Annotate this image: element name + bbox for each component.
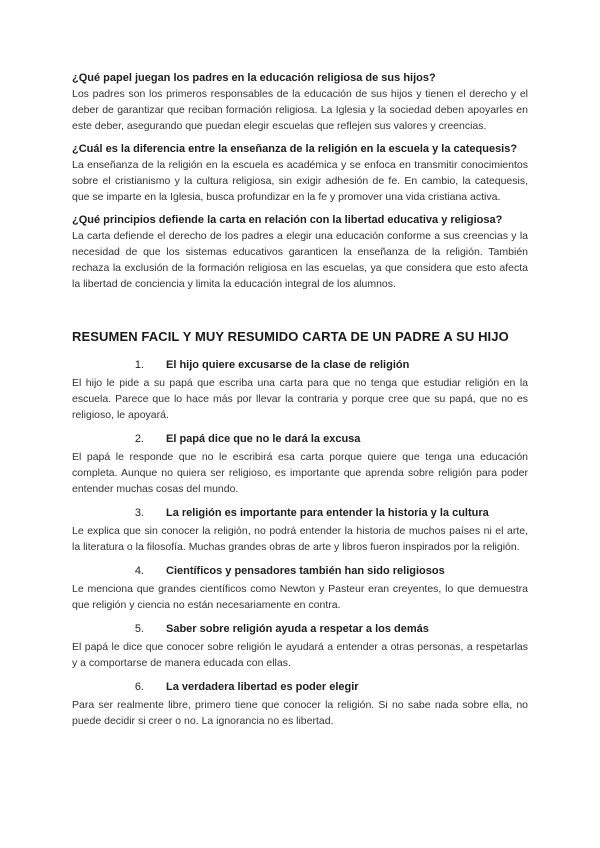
answer-paragraph: La enseñanza de la religión en la escuela es académica y se enfoca en transmitir conocimientos sobre el cristianismo y la cultura religiosa, sin exigir adhesión de fe. En cambio, la catequesis, que se imparte en la Iglesia, busca profundizar en la fe y promover una vida cristiana activa. xyxy=(72,159,528,203)
summary-item-heading xyxy=(72,679,528,695)
document-page xyxy=(72,70,528,737)
item-number: 1. xyxy=(134,359,144,371)
summary-item-heading xyxy=(72,505,528,521)
item-number: 5. xyxy=(134,623,144,635)
item-body: Para ser realmente libre, primero tiene que conocer la religión. Si no sabe nada sobre ella, no puede decidir si creer o no. La ignorancia no es libertad. xyxy=(72,699,528,727)
answer-paragraph: Los padres son los primeros responsables de la educación de sus hijos y tienen el derecho y el deber de garantizar que reciban formación religiosa. La Iglesia y la sociedad deben apoyarles en este deber, asegurando que puedan elegir escuelas que reflejen sus valores y creencias. xyxy=(72,88,528,132)
item-title: Científicos y pensadores también han sido religiosos xyxy=(166,565,445,577)
summary-item-heading xyxy=(72,357,528,373)
summary-item-heading xyxy=(72,563,528,579)
item-title: Saber sobre religión ayuda a respetar a los demás xyxy=(166,623,429,635)
question-heading: ¿Qué principios defiende la carta en relación con la libertad educativa y religiosa? xyxy=(72,214,503,226)
summary-item xyxy=(72,621,528,671)
item-number: 2. xyxy=(134,433,144,445)
answer-paragraph: La carta defiende el derecho de los padres a elegir una educación conforme a sus creencias y la necesidad de que los sistemas educativos garanticen la enseñanza de la religión. También rechaza la exclusión de la formación religiosa en las escuelas, ya que considera que esto afecta la libertad de conciencia y limita la educación integral de los alumnos. xyxy=(72,230,528,290)
item-number: 4. xyxy=(134,565,144,577)
item-number: 3. xyxy=(134,507,144,519)
summary-item xyxy=(72,357,528,423)
summary-item-heading xyxy=(72,621,528,637)
summary-item xyxy=(72,505,528,555)
item-title: El papá dice que no le dará la excusa xyxy=(166,433,361,445)
item-body: Le explica que sin conocer la religión, no podrá entender la historia de muchos países ni el arte, la literatura o la filosofía. Muchas grandes obras de arte y libros fueron inspirados por la religión. xyxy=(72,525,528,553)
qa-block xyxy=(72,212,528,292)
question-heading: ¿Cuál es la diferencia entre la enseñanza de la religión en la escuela y la catequesis? xyxy=(72,143,518,155)
qa-block xyxy=(72,70,528,134)
qa-block xyxy=(72,141,528,205)
summary-item-heading xyxy=(72,431,528,447)
question-heading: ¿Qué papel juegan los padres en la educación religiosa de sus hijos? xyxy=(72,72,436,84)
summary-title: RESUMEN FACIL Y MUY RESUMIDO CARTA DE UN PADRE A SU HIJO xyxy=(72,329,509,344)
summary-item xyxy=(72,563,528,613)
item-title: El hijo quiere excusarse de la clase de religión xyxy=(166,359,410,371)
item-title: La verdadera libertad es poder elegir xyxy=(166,681,359,693)
item-body: El papá le dice que conocer sobre religión le ayudará a entender a otras personas, a respetarlas y a comportarse de manera educada con ellas. xyxy=(72,641,528,669)
item-body: Le menciona que grandes científicos como Newton y Pasteur eran creyentes, lo que demuestra que religión y ciencia no están necesariamente en contra. xyxy=(72,583,528,611)
item-number: 6. xyxy=(134,681,144,693)
item-body: El papá le responde que no le escribirá esa carta porque quiere que tenga una educación completa. Aunque no quiera ser religioso, es importante que aprenda sobre religión para poder entender muchas cosas del mundo. xyxy=(72,451,528,495)
item-title: La religión es importante para entender la historia y la cultura xyxy=(166,507,489,519)
summary-item xyxy=(72,679,528,729)
summary-item xyxy=(72,431,528,497)
item-body: El hijo le pide a su papá que escriba una carta para que no tenga que estudiar religión en la escuela. Parece que lo hace más por llevar la contraria y porque cree que su papá, que no es religioso, le apoyará. xyxy=(72,377,528,421)
